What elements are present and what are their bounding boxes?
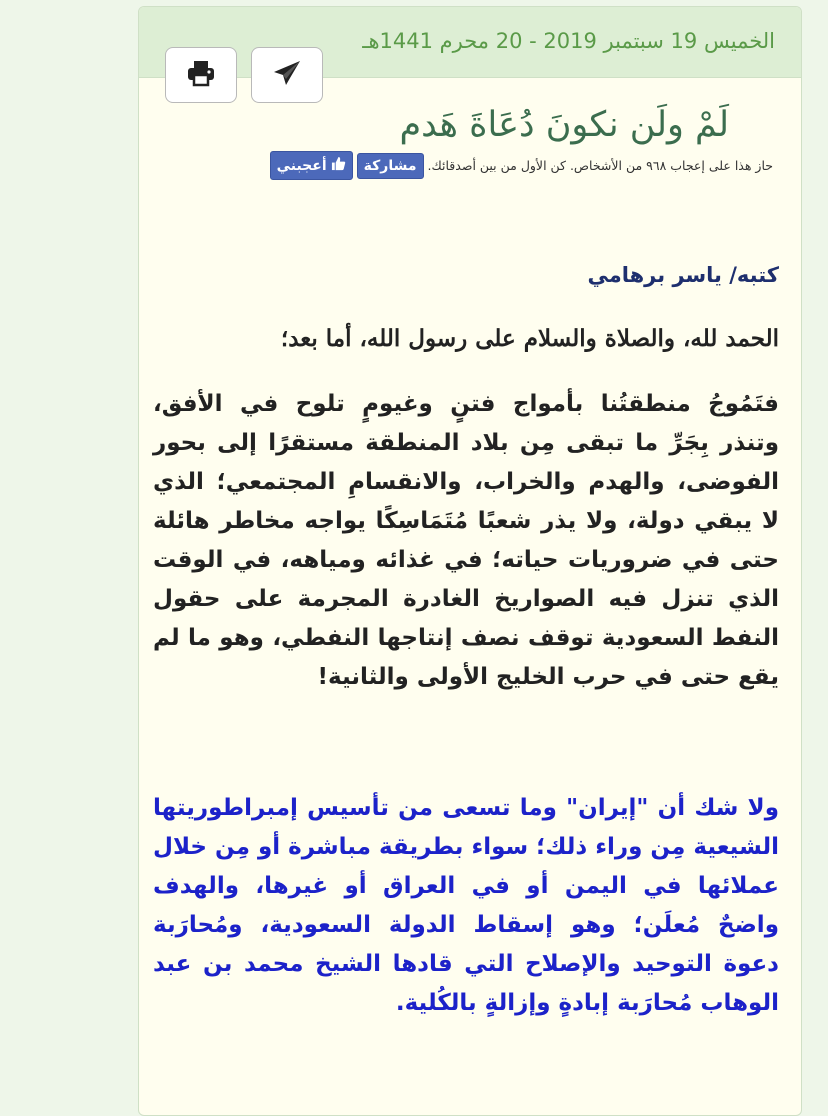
like-button[interactable]	[270, 151, 353, 180]
article-paragraph: فتَمُوجُ منطقتُنا بأمواج فتنٍ وغيومٍ تلوح في الأفق، وتنذر بِجَرِّ ما تبقى مِن بلاد المنطقة مستقرًا إلى بحور الفوضى، والهدم والخراب، والانقسامِ المجتمعي؛ الذي لا يبقي دولة، ولا يذر شعبًا مُتَمَاسِكًا يواجه مخاطر هائلة حتى في ضروريات حياته؛ في غذائه ومياهه، في الوقت الذي تنزل فيه الصواريخ الغادرة المجرمة على حقول النفط السعودية توقف نصف إنتاجها النفطي، وهو ما لم يقع حتى في حرب الخليج الأولى والثانية!	[153, 391, 779, 690]
social-share-row	[270, 151, 779, 180]
article-date: الخميس 19 سبتمبر 2019 - 20 محرم 1441هـ	[362, 29, 775, 53]
article-paragraph: ولا شك أن "إيران" وما تسعى من تأسيس إمبراطوريتها الشيعية مِن وراء ذلك؛ سواء بطريقة مباشرة أو مِن خلال عملائها في اليمن أو في العراق أو غيرها، والهدف واضحٌ مُعلَن؛ وهو إسقاط الدولة السعودية، ومُحارَبة دعوة التوحيد والإصلاح التي قادها الشيخ محمد بن عبد الوهاب مُحارَبة إبادةٍ وإزالةٍ بالكُلية.	[153, 795, 779, 1016]
article-title: لَمْ ولَن نكونَ دُعَاةَ هَدم	[399, 105, 729, 145]
share-button[interactable]	[357, 153, 424, 179]
print-button[interactable]	[165, 47, 237, 103]
thumbs-up-icon	[331, 156, 346, 175]
like-count-note: حاز هذا على إعجاب ٩٦٨ من الأشخاص. كن الأول من بين أصدقائك.	[427, 158, 773, 173]
like-label: أعجبني	[276, 157, 327, 174]
paper-plane-icon	[272, 59, 302, 91]
printer-icon	[186, 59, 216, 91]
send-button[interactable]	[251, 47, 323, 103]
article-author: كتبه/ ياسر برهامي	[587, 263, 779, 287]
article-greeting: الحمد لله، والصلاة والسلام على رسول الله، أما بعد؛	[280, 325, 779, 352]
article-card	[138, 6, 802, 1116]
article-toolbar	[165, 47, 323, 103]
share-label: مشاركة	[363, 157, 417, 174]
